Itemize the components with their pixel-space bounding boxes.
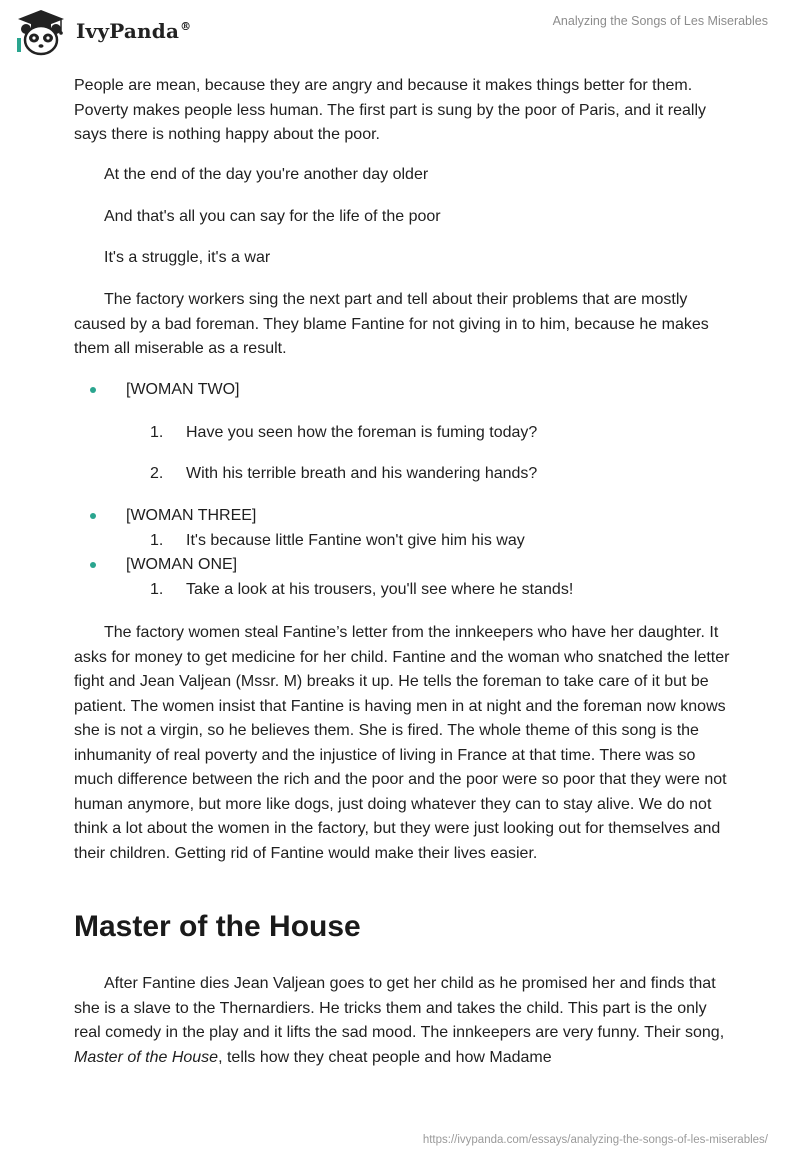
section-heading: Master of the House [74, 910, 361, 943]
brand-name[interactable] [76, 19, 191, 43]
list-number: 1. [150, 581, 164, 598]
list-item: Have you seen how the foreman is fuming today? [186, 424, 538, 441]
list-number: 2. [150, 465, 164, 482]
list-item-label: [WOMAN ONE] [126, 556, 238, 573]
paragraph-master-of-house [74, 972, 734, 1070]
list-item: With his terrible breath and his wandering hands? [186, 465, 538, 482]
paragraph-factory-women: The factory women steal Fantine’s letter from the innkeepers who have her daughter. It asks for money to get medicine for her child. Fantine and the woman who snatched the letter fight and Jean Valjean (Mssr. M) breaks it up. He tells the foreman to take care of it but be patient. The women insist that Fantine is having men in at night and the foreman now knows she is not a virgin, so he believes them. She is fired. The whole theme of this song is the inhumanity of real poverty and the injustice of living in France at that time. There was so much difference between the rich and the poor and the poor were so poor that they were not human anymore, but more like dogs, just doing whatever they can to stay alive. We do not think a lot about the women in the factory, but they were just looking out for themselves and their children. Getting rid of Fantine would make their lives easier. [74, 624, 730, 862]
lyric-line: At the end of the day you're another day older [104, 166, 429, 183]
paragraph-intro: People are mean, because they are angry and because it makes things better for them. Poverty makes people less human. The first part is sung by the poor of Paris, and it really says there is nothing happy about the poor. [74, 77, 707, 143]
bullet-icon [90, 387, 96, 393]
registered-mark: ® [180, 20, 192, 34]
list-item: Take a look at his trousers, you'll see where he stands! [186, 581, 574, 598]
list-number: 1. [150, 424, 164, 441]
paragraph-text: , tells how they cheat people and how Madame [218, 1048, 552, 1066]
document-title: Analyzing the Songs of Les Miserables [552, 14, 768, 28]
brand-text: IvyPanda [76, 19, 180, 43]
paragraph-factory: The factory workers sing the next part and tell about their problems that are mostly caused by a bad foreman. They blame Fantine for not giving in to him, because he makes them all miserable as a result. [74, 291, 709, 357]
song-title-italic: Master of the House [74, 1048, 219, 1066]
list-number: 1. [150, 532, 164, 549]
list-item-label: [WOMAN THREE] [126, 507, 257, 524]
list-item: It's because little Fantine won't give him his way [186, 532, 525, 549]
lyric-line: And that's all you can say for the life of the poor [104, 208, 441, 225]
paragraph-text: After Fantine dies Jean Valjean goes to get her child as he promised her and finds that she is a slave to the Thernardiers. He tricks them and takes the child. This part is the only real comedy in the play and it lifts the sad mood. The innkeepers are very funny. Their song, [74, 975, 725, 1041]
footer-source-url[interactable]: https://ivypanda.com/essays/analyzing-the-songs-of-les-miserables/ [422, 1134, 768, 1146]
bullet-icon [90, 513, 96, 519]
lyric-line: It's a struggle, it's a war [104, 249, 271, 266]
bullet-icon [90, 562, 96, 568]
page-header [0, 0, 800, 70]
panda-graduate-logo-icon[interactable] [14, 8, 68, 58]
list-item-label: [WOMAN TWO] [126, 381, 240, 398]
